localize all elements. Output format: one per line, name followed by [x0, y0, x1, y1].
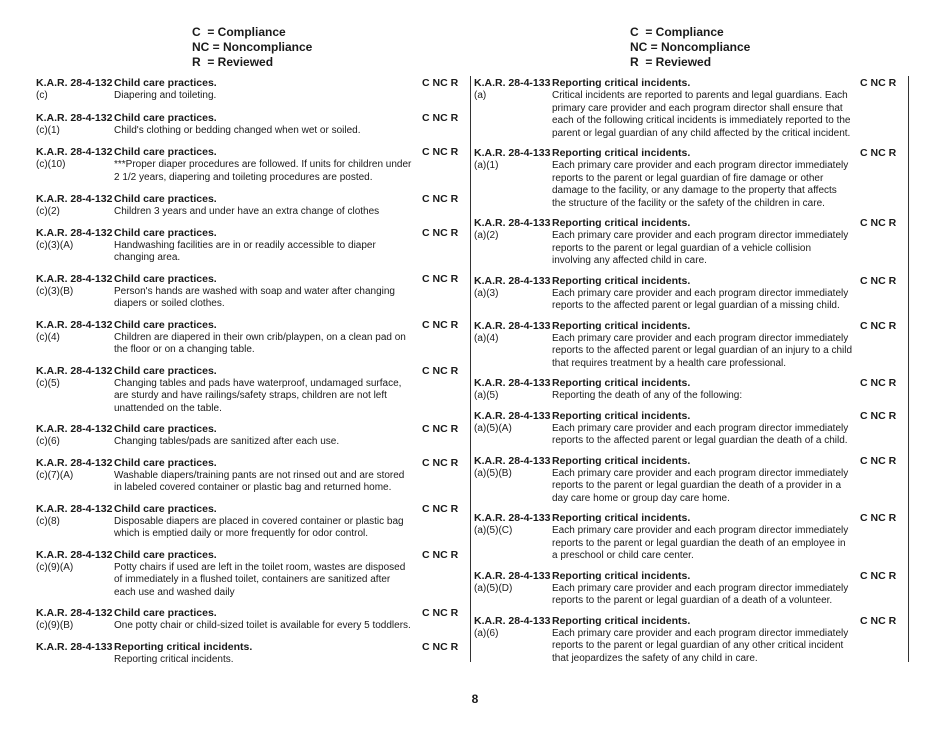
checklist-entry [36, 111, 466, 138]
checklist-entry [474, 511, 908, 563]
entry-title: Child care practices. [114, 146, 217, 158]
regulation-number: K.A.R. 28-4-132 [36, 318, 113, 331]
entry-description: Children 3 years and under have an extra change of clothes [114, 206, 380, 217]
entry-title: Child care practices. [114, 272, 217, 285]
entry-title: Reporting critical incidents. [552, 377, 691, 389]
entry-description: Person's hands are washed with soap and water after changing diapers or soiled clothes. [114, 285, 395, 309]
entry-header [474, 376, 908, 390]
entry-body [474, 160, 908, 210]
entry-title: Reporting critical incidents. [552, 569, 691, 582]
regulation-number: K.A.R. 28-4-132 [36, 77, 113, 89]
subsection: (c) [36, 90, 48, 101]
entry-title: Reporting critical incidents. [552, 147, 691, 159]
entry-body [474, 333, 908, 371]
entry-title: Child care practices. [114, 364, 217, 377]
entry-header [36, 606, 466, 620]
compliance-marks: C NC R [422, 111, 459, 124]
entry-description: Critical incidents are reported to parents and legal guardians. Each primary care provider and each program director shall ensure that each of the following critical incidents is immediately reported to the parent or legal guardian of any child affected by the critical incident. [552, 90, 851, 139]
checklist-entry [36, 145, 466, 184]
checklist-entry [474, 614, 908, 666]
compliance-marks: C NC R [422, 364, 459, 377]
regulation-number: K.A.R. 28-4-133 [36, 640, 113, 653]
legend-compliance: C = Compliance [630, 25, 724, 39]
checklist-entry [36, 606, 466, 633]
entry-title: Child care practices. [114, 111, 217, 124]
checklist-entry [474, 319, 908, 371]
entry-header [36, 640, 466, 654]
entry-header [36, 422, 466, 436]
checklist-entry [36, 456, 466, 495]
legend-noncompliance: NC = Noncompliance [630, 40, 751, 54]
entry-description: Each primary care provider and each program director immediately reports to the affected parent or legal guardian of a missing child. [552, 287, 849, 311]
entry-description: Reporting the death of any of the following: [552, 390, 743, 401]
entry-header [36, 145, 466, 159]
entry-body [36, 516, 466, 541]
entry-description: Child's clothing or bedding changed when wet or soiled. [114, 124, 361, 136]
compliance-marks: C NC R [422, 77, 459, 89]
regulation-number: K.A.R. 28-4-133 [474, 77, 551, 89]
regulation-number: K.A.R. 28-4-133 [474, 569, 551, 582]
entry-description: Each primary care provider and each program director immediately reports to the parent or legal guardian the death of an employee in a preschool or child care center. [552, 525, 849, 561]
regulation-number: K.A.R. 28-4-132 [36, 548, 113, 561]
entry-header [36, 76, 466, 90]
checklist-entry [474, 76, 908, 140]
entry-title: Child care practices. [114, 502, 217, 515]
entry-title: Child care practices. [114, 226, 217, 239]
entry-title: Reporting critical incidents. [552, 77, 691, 89]
regulation-number: K.A.R. 28-4-133 [474, 454, 551, 467]
entry-description: ***Proper diaper procedures are followed. If units for children under 2 1/2 years, diapering and toileting procedures are posted. [114, 159, 412, 183]
column-divider [470, 76, 471, 662]
entry-header [474, 511, 908, 525]
entry-body [36, 332, 466, 357]
entry-title: Reporting critical incidents. [552, 614, 691, 627]
subsection: (a)(3) [474, 287, 499, 299]
checklist-entry [36, 422, 466, 449]
checklist-entry [474, 376, 908, 403]
checklist-entry [36, 76, 466, 103]
entry-header [474, 319, 908, 333]
regulation-number: K.A.R. 28-4-132 [36, 146, 113, 158]
entry-title: Child care practices. [114, 456, 217, 469]
entry-title: Reporting critical incidents. [552, 217, 691, 229]
checklist-entry [36, 640, 466, 667]
checklist-entry [474, 146, 908, 210]
entry-title: Reporting critical incidents. [552, 409, 691, 422]
entry-title: Child care practices. [114, 193, 217, 205]
compliance-marks: C NC R [422, 502, 459, 515]
compliance-marks: C NC R [860, 614, 897, 627]
checklist-entry [474, 274, 908, 313]
entry-body [36, 90, 466, 103]
compliance-marks: C NC R [422, 318, 459, 331]
checklist-entry [36, 364, 466, 416]
regulation-number: K.A.R. 28-4-133 [474, 512, 551, 524]
regulation-number: K.A.R. 28-4-132 [36, 111, 113, 124]
entry-body [474, 628, 908, 666]
checklist-entry [474, 216, 908, 268]
entry-header [36, 111, 466, 125]
subsection: (c)(1) [36, 124, 60, 136]
entry-body [36, 206, 466, 219]
entry-header [474, 409, 908, 423]
entry-body [36, 620, 466, 633]
regulation-number: K.A.R. 28-4-133 [474, 319, 551, 332]
entry-description: Diapering and toileting. [114, 90, 217, 101]
subsection [36, 654, 114, 667]
legend-noncompliance: NC = Noncompliance [192, 40, 313, 54]
entry-header [36, 226, 466, 240]
regulation-number: K.A.R. 28-4-133 [474, 217, 551, 229]
entry-header [474, 146, 908, 160]
subsection: (c)(9)(A) [36, 561, 74, 573]
subsection: (c)(5) [36, 377, 60, 389]
entry-header [474, 76, 908, 90]
subsection: (a)(2) [474, 230, 499, 241]
compliance-marks: C NC R [860, 319, 897, 332]
checklist-entry [36, 272, 466, 311]
subsection: (a) [474, 90, 487, 101]
regulation-number: K.A.R. 28-4-132 [36, 502, 113, 515]
compliance-marks: C NC R [422, 548, 459, 561]
subsection: (c)(9)(B) [36, 620, 74, 631]
regulation-number: K.A.R. 28-4-133 [474, 147, 551, 159]
compliance-marks: C NC R [422, 272, 459, 285]
compliance-marks: C NC R [860, 217, 897, 229]
checklist-entry [36, 548, 466, 600]
subsection: (c)(3)(A) [36, 239, 74, 251]
entry-header [36, 548, 466, 562]
entry-description: Reporting critical incidents. [114, 653, 234, 665]
compliance-marks: C NC R [860, 409, 897, 422]
entry-body [474, 583, 908, 608]
regulation-number: K.A.R. 28-4-133 [474, 274, 551, 287]
entry-header [474, 454, 908, 468]
subsection: (c)(10) [36, 159, 66, 170]
entry-header [474, 274, 908, 288]
entry-header [474, 614, 908, 628]
subsection: (c)(7)(A) [36, 469, 74, 481]
legend [630, 25, 770, 70]
entry-description: Disposable diapers are placed in covered container or plastic bag which is emptied daily or more frequently for odor control. [114, 515, 404, 539]
entry-body [474, 230, 908, 268]
entry-description: One potty chair or child-sized toilet is available for every 5 toddlers. [114, 620, 411, 631]
entry-title: Child care practices. [114, 607, 217, 619]
regulation-number: K.A.R. 28-4-132 [36, 272, 113, 285]
legend-reviewed: R = Reviewed [192, 55, 274, 69]
regulation-number: K.A.R. 28-4-132 [36, 193, 113, 205]
subsection: (c)(6) [36, 436, 60, 447]
entry-body [474, 423, 908, 448]
entry-description: Each primary care provider and each program director immediately reports to the parent or legal guardian of any other critical incident that jeopardizes the safety of any child in care. [552, 627, 849, 664]
entry-title: Reporting critical incidents. [552, 274, 691, 287]
compliance-marks: C NC R [422, 456, 459, 469]
subsection: (a)(5)(A) [474, 422, 512, 434]
entry-body [36, 286, 466, 311]
compliance-marks: C NC R [860, 454, 897, 467]
compliance-marks: C NC R [860, 147, 897, 159]
subsection: (c)(2) [36, 206, 60, 217]
checklist-entry [474, 454, 908, 506]
regulation-number: K.A.R. 28-4-132 [36, 364, 113, 377]
subsection: (c)(3)(B) [36, 285, 74, 297]
entry-description: Handwashing facilities are in or readily accessible to diaper changing area. [114, 239, 376, 263]
right-entries [474, 76, 908, 665]
regulation-number: K.A.R. 28-4-133 [474, 614, 551, 627]
entry-title: Reporting critical incidents. [114, 640, 253, 653]
right-border [908, 76, 909, 662]
entry-header [36, 318, 466, 332]
entry-title: Child care practices. [114, 318, 217, 331]
entry-description: Each primary care provider and each program director immediately reports to the affected parent or legal guardian the death of a child. [552, 422, 849, 446]
regulation-number: K.A.R. 28-4-133 [474, 409, 551, 422]
compliance-marks: C NC R [422, 640, 459, 653]
entry-description: Potty chairs if used are left in the toilet room, wastes are disposed of immediately in a flushed toilet, containers are sanitized after each use and washed daily [114, 561, 406, 598]
compliance-marks: C NC R [422, 226, 459, 239]
legend [192, 25, 332, 70]
entry-body [474, 468, 908, 506]
entry-description: Each primary care provider and each program director immediately reports to the parent or legal guardian of a death of a volunteer. [552, 582, 849, 606]
regulation-number: K.A.R. 28-4-132 [36, 226, 113, 239]
legend-compliance: C = Compliance [192, 25, 286, 39]
compliance-marks: C NC R [422, 607, 459, 619]
entry-title: Child care practices. [114, 548, 217, 561]
entry-body [474, 90, 908, 140]
entry-body [36, 562, 466, 600]
regulation-number: K.A.R. 28-4-133 [474, 377, 551, 389]
subsection: (a)(4) [474, 332, 499, 344]
compliance-marks: C NC R [860, 512, 897, 524]
entry-title: Reporting critical incidents. [552, 512, 691, 524]
subsection: (c)(4) [36, 331, 60, 343]
checklist-entry [36, 226, 466, 265]
checklist-entry [474, 409, 908, 448]
entry-description: Each primary care provider and each program director immediately reports to the affected parent or legal guardian of an injury to a child that requires treatment by a health care professional. [552, 332, 853, 369]
left-entries [36, 76, 466, 666]
entry-description: Each primary care provider and each program director immediately reports to the parent or legal guardian of a vehicle collision involving any affected child in care. [552, 230, 849, 266]
entry-description: Each primary care provider and each program director immediately reports to the parent or legal guardian the death of a provider in a day care home or group day care home. [552, 467, 849, 504]
entry-body [36, 654, 466, 667]
compliance-marks: C NC R [860, 77, 897, 89]
page-number: 8 [471, 692, 479, 706]
entry-header [36, 456, 466, 470]
regulation-number: K.A.R. 28-4-132 [36, 423, 113, 435]
compliance-marks: C NC R [860, 569, 897, 582]
entry-header [36, 502, 466, 516]
entry-header [36, 192, 466, 206]
compliance-marks: C NC R [422, 146, 459, 158]
entry-title: Reporting critical incidents. [552, 454, 691, 467]
entry-description: Washable diapers/training pants are not rinsed out and are stored in labeled covered container or plastic bag and returned home. [114, 469, 405, 493]
entry-title: Child care practices. [114, 423, 217, 435]
compliance-marks: C NC R [860, 274, 897, 287]
subsection: (a)(1) [474, 160, 499, 171]
entry-header [474, 569, 908, 583]
entry-body [474, 390, 908, 403]
checklist-entry [36, 192, 466, 219]
entry-body [474, 525, 908, 563]
entry-body [36, 240, 466, 265]
regulation-number: K.A.R. 28-4-132 [36, 456, 113, 469]
legend-reviewed: R = Reviewed [630, 55, 712, 69]
entry-header [36, 364, 466, 378]
subsection: (a)(5) [474, 390, 499, 401]
subsection: (a)(5)(D) [474, 582, 513, 594]
subsection: (a)(6) [474, 627, 499, 639]
entry-body [474, 288, 908, 313]
entry-description: Children are diapered in their own crib/playpen, on a clean pad on the floor or on a changing table. [114, 331, 406, 355]
entry-body [36, 378, 466, 416]
entry-description: Changing tables/pads are sanitized after each use. [114, 436, 340, 447]
compliance-marks: C NC R [422, 193, 459, 205]
entry-body [36, 159, 466, 184]
checklist-entry [474, 569, 908, 608]
checklist-entry [36, 318, 466, 357]
entry-header [36, 272, 466, 286]
entry-description: Each primary care provider and each program director immediately reports to the parent or legal guardian of fire damage or other damage to the facility, or any damage to the property that affects the structure of the facility or the safety of the children in care. [552, 160, 849, 209]
subsection: (a)(5)(B) [474, 467, 512, 479]
subsection: (a)(5)(C) [474, 525, 513, 536]
entry-body [36, 436, 466, 449]
compliance-marks: C NC R [422, 423, 459, 435]
entry-title: Reporting critical incidents. [552, 319, 691, 332]
entry-body [36, 125, 466, 138]
checklist-entry [36, 502, 466, 541]
compliance-marks: C NC R [860, 377, 897, 389]
entry-description: Changing tables and pads have waterproof, undamaged surface, are sturdy and have railings/safety straps, children are not left unattended on the table. [114, 377, 402, 414]
entry-title: Child care practices. [114, 77, 217, 89]
subsection: (c)(8) [36, 515, 60, 527]
entry-header [474, 216, 908, 230]
entry-body [36, 470, 466, 495]
regulation-number: K.A.R. 28-4-132 [36, 607, 113, 619]
